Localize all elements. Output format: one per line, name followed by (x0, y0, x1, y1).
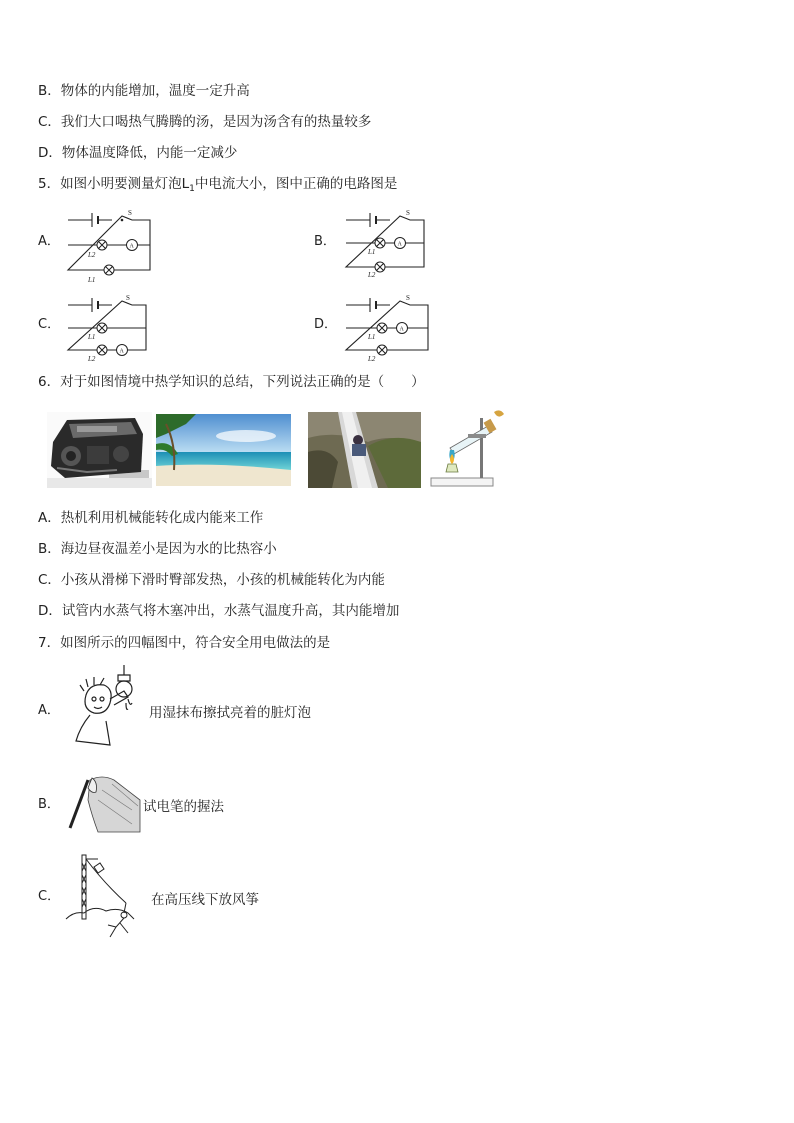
q7-option-c-label: C． (38, 889, 61, 904)
switch-label: S (128, 209, 132, 217)
ammeter-label: A (119, 348, 124, 355)
engine-photo (47, 412, 152, 488)
circuit-diagram-d (340, 290, 436, 362)
lamp-icon (375, 238, 385, 248)
lamp-label-l1: L1 (368, 333, 376, 341)
q7-option-b-label: B． (38, 797, 60, 812)
ammeter-label: A (397, 241, 402, 248)
lamp-icon (375, 262, 385, 272)
circuit-diagram-b (340, 205, 432, 277)
q5-option-a-label: A． (38, 234, 60, 249)
lamp-icon (104, 265, 114, 275)
q7-option-a-label: A． (38, 703, 60, 718)
ammeter-label: A (129, 243, 134, 250)
q5-stem-post: 中电流大小，图中正确的电路图是 (194, 176, 398, 192)
slide-photo (308, 412, 421, 488)
q7-option-a-text: 用湿抹布擦拭亮着的脏灯泡 (149, 705, 311, 721)
lamp-icon (97, 323, 107, 333)
q4-option-c: C．我们大口喝热气腾腾的汤，是因为汤含有的热量较多 (38, 114, 372, 130)
q5-stem-sub: 1 (189, 184, 195, 194)
switch-label: S (126, 294, 130, 302)
lamp-icon (377, 323, 387, 333)
switch-label: S (406, 209, 410, 217)
lamp-icon (97, 345, 107, 355)
q7-stem: 7．如图所示的四幅图中，符合安全用电做法的是 (38, 635, 331, 651)
q6-option-c: C．小孩从滑梯下滑时臀部发热，小孩的机械能转化为内能 (38, 572, 385, 588)
lamp-label-l1: L1 (88, 276, 96, 284)
q7-option-c-text: 在高压线下放风筝 (151, 892, 259, 908)
q7-option-b-text: 试电笔的握法 (143, 799, 224, 815)
kite-under-powerline-illustration (64, 853, 148, 941)
beach-photo (156, 414, 291, 486)
cleaning-bulb-illustration (66, 665, 146, 753)
q5-option-d-label: D． (314, 317, 338, 332)
q6-option-a: A．热机利用机械能转化成内能来工作 (38, 510, 264, 526)
q5-option-c-label: C． (38, 317, 61, 332)
circuit-diagram-c (62, 290, 154, 362)
q6-stem: 6．对于如图情境中热学知识的总结，下列说法正确的是（ ） (38, 374, 425, 390)
q4-option-d: D．物体温度降低，内能一定减少 (38, 145, 238, 161)
q6-option-d: D．试管内水蒸气将木塞冲出，水蒸气温度升高，其内能增加 (38, 603, 400, 619)
ammeter-label: A (399, 326, 404, 333)
switch-label: S (406, 294, 410, 302)
circuit-diagram-a (62, 205, 157, 284)
lamp-label-l2: L2 (368, 355, 376, 363)
lamp-label-l1: L1 (368, 248, 376, 256)
lamp-label-l2: L2 (88, 251, 96, 259)
lamp-label-l2: L2 (368, 271, 376, 279)
q5-stem (38, 175, 397, 198)
lamp-icon (377, 345, 387, 355)
q5-stem-L: L (181, 176, 190, 192)
lamp-label-l2: L2 (88, 355, 96, 363)
q5-option-b-label: B． (314, 234, 336, 249)
q5-stem-pre: 5．如图小明要测量灯泡 (38, 176, 182, 192)
lamp-icon (97, 240, 107, 250)
lamp-label-l1: L1 (88, 333, 96, 341)
q6-option-b: B．海边昼夜温差小是因为水的比热容小 (38, 541, 277, 557)
q4-option-b: B．物体的内能增加，温度一定升高 (38, 83, 250, 99)
test-pen-grip-illustration (62, 770, 142, 832)
test-tube-apparatus-photo (428, 406, 516, 492)
